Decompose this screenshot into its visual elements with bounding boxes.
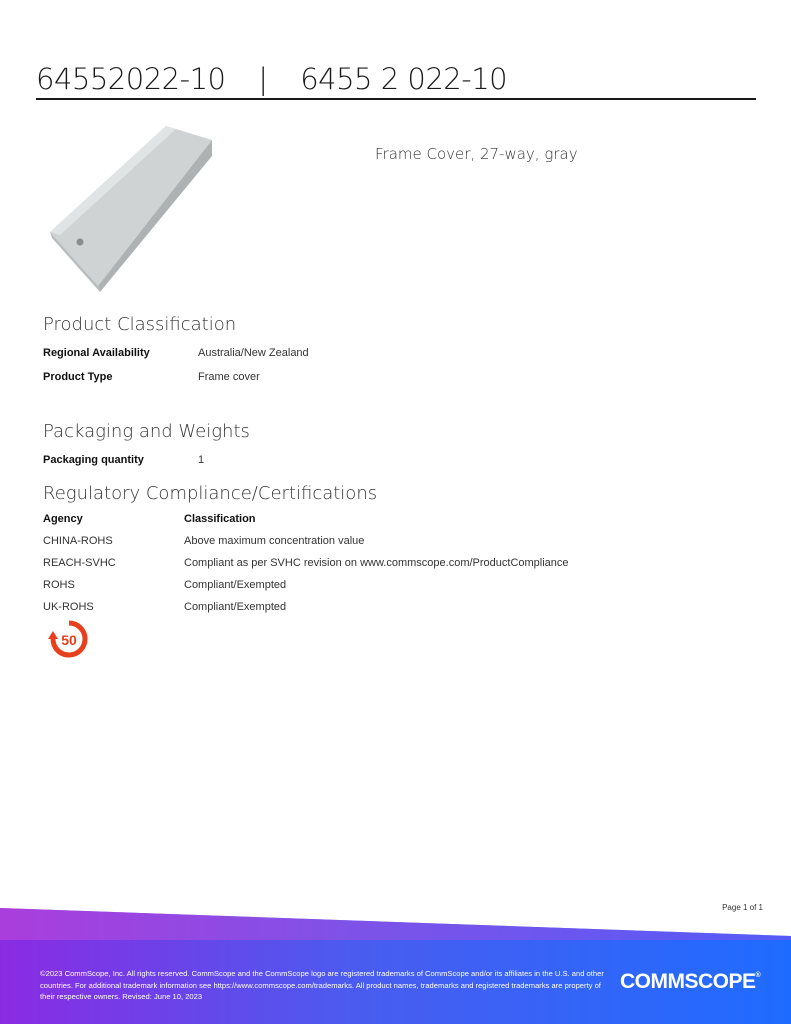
agency-cell: REACH-SVHC: [43, 557, 116, 569]
row-value: Australia/New Zealand: [198, 347, 309, 359]
footer-band: [0, 900, 791, 1024]
classification-cell: Above maximum concentration value: [184, 535, 365, 547]
title-separator: |: [258, 62, 268, 96]
row-value: 1: [198, 454, 205, 466]
regulatory-heading: Regulatory Compliance/Certifications: [43, 483, 378, 504]
agency-column-header: Agency: [43, 513, 83, 525]
china-rohs-50-icon: [46, 619, 92, 659]
classification-cell: Compliant as per SVHC revision on www.commscope.com/ProductCompliance: [184, 557, 569, 569]
badge-text: 50: [61, 632, 77, 648]
alt-part-number: 6455 2 022-10: [300, 62, 508, 96]
row-value: Frame cover: [198, 371, 260, 383]
page-title: [36, 62, 756, 100]
product-classification-heading: Product Classification: [43, 314, 237, 335]
page-number: Page 1 of 1: [722, 903, 763, 912]
logo-mark: ®: [755, 972, 761, 979]
classification-cell: Compliant/Exempted: [184, 579, 287, 591]
legal-text: ©2023 CommScope, Inc. All rights reserved. CommScope and the CommScope logo are registered trademarks of CommScope and/or its affiliates in the U.S. and other countries. For additional trademark information see https://www.commscope.com/trademarks. All product names, trademarks and registered trademarks are property of their respective owners. Revised: June 10, 2023: [40, 969, 604, 1001]
agency-cell: CHINA-ROHS: [43, 535, 113, 547]
product-image: [46, 122, 216, 292]
commscope-logo: [620, 970, 760, 994]
product-description: Frame Cover, 27-way, gray: [375, 145, 578, 163]
packaging-heading: Packaging and Weights: [43, 421, 250, 442]
logo-text: COMMSCOPE: [620, 970, 756, 993]
agency-cell: ROHS: [43, 579, 75, 591]
row-label: Packaging quantity: [43, 454, 144, 466]
row-label: Regional Availability: [43, 347, 150, 359]
agency-cell: UK-ROHS: [43, 601, 94, 613]
classification-column-header: Classification: [184, 513, 256, 525]
classification-cell: Compliant/Exempted: [184, 601, 287, 613]
row-label: Product Type: [43, 371, 113, 383]
part-number: 64552022-10: [36, 62, 226, 96]
